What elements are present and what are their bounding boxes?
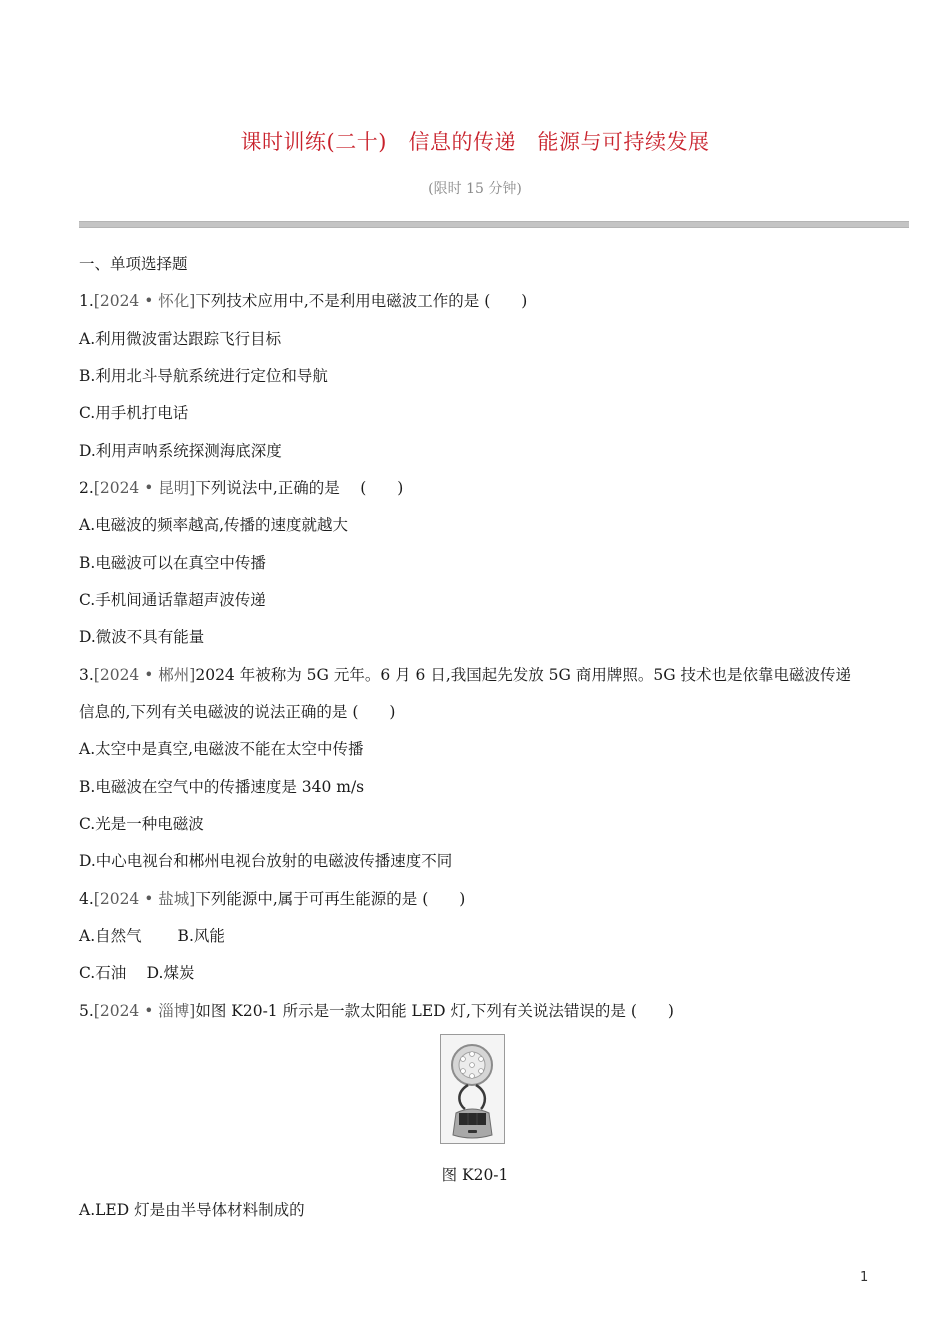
question-2-option-a: A.电磁波的频率越高,传播的速度就越大	[79, 516, 349, 534]
figure-caption: 图 K20-1	[441, 1166, 509, 1184]
question-3-option-c: C.光是一种电磁波	[79, 815, 204, 833]
question-text: 下列说法中,正确的是 ( )	[195, 479, 404, 497]
question-text: 下列技术应用中,不是利用电磁波工作的是 ( )	[195, 292, 528, 310]
question-source: [2024 • 怀化]	[93, 292, 196, 310]
question-1-option-a: A.利用微波雷达跟踪飞行目标	[79, 330, 282, 348]
header-divider	[79, 221, 909, 228]
question-1-stem	[79, 291, 527, 311]
question-source: [2024 • 淄博]	[93, 1002, 196, 1020]
section-heading: 一、单项选择题	[79, 255, 188, 273]
question-4-options-cd: C.石油 D.煤炭	[79, 964, 195, 982]
question-number: 3.	[79, 666, 94, 684]
question-number: 4.	[79, 890, 94, 908]
question-text: 如图 K20-1 所示是一款太阳能 LED 灯,下列有关说法错误的是 ( )	[195, 1002, 674, 1020]
question-2-stem	[79, 478, 403, 498]
question-5-option-a: A.LED 灯是由半导体材料制成的	[79, 1201, 305, 1219]
question-3-option-b: B.电磁波在空气中的传播速度是 340 m/s	[79, 778, 365, 796]
question-text: 下列能源中,属于可再生能源的是 ( )	[195, 890, 466, 908]
question-1-option-c: C.用手机打电话	[79, 404, 189, 422]
page-number: 1	[860, 1270, 869, 1285]
question-number: 5.	[79, 1002, 94, 1020]
question-2-option-c: C.手机间通话靠超声波传递	[79, 591, 266, 609]
solar-led-lamp-figure	[440, 1034, 505, 1144]
question-4-stem	[79, 889, 465, 909]
question-4-options-ab: A.自然气 B.风能	[79, 927, 225, 945]
question-3-option-d: D.中心电视台和郴州电视台放射的电磁波传播速度不同	[79, 852, 453, 870]
time-limit: (限时 15 分钟)	[428, 181, 522, 197]
question-5-stem	[79, 1001, 674, 1021]
question-3-stem	[79, 665, 851, 685]
question-3-option-a: A.太空中是真空,电磁波不能在太空中传播	[79, 740, 364, 758]
solar-led-lamp-illustration	[441, 1035, 504, 1143]
question-text: 2024 年被称为 5G 元年。6 月 6 日,我国起先发放 5G 商用牌照。5G 技术也是依靠电磁波传递	[195, 666, 852, 684]
question-source: [2024 • 盐城]	[93, 890, 196, 908]
question-2-option-b: B.电磁波可以在真空中传播	[79, 554, 266, 572]
question-number: 2.	[79, 479, 94, 497]
question-source: [2024 • 昆明]	[93, 479, 196, 497]
question-source: [2024 • 郴州]	[93, 666, 196, 684]
question-3-stem-continued: 信息的,下列有关电磁波的说法正确的是 ( )	[79, 703, 396, 721]
question-2-option-d: D.微波不具有能量	[79, 628, 205, 646]
question-number: 1.	[79, 292, 94, 310]
page-title: 课时训练(二十) 信息的传递 能源与可持续发展	[240, 130, 710, 154]
question-1-option-b: B.利用北斗导航系统进行定位和导航	[79, 367, 328, 385]
question-1-option-d: D.利用声呐系统探测海底深度	[79, 442, 282, 460]
